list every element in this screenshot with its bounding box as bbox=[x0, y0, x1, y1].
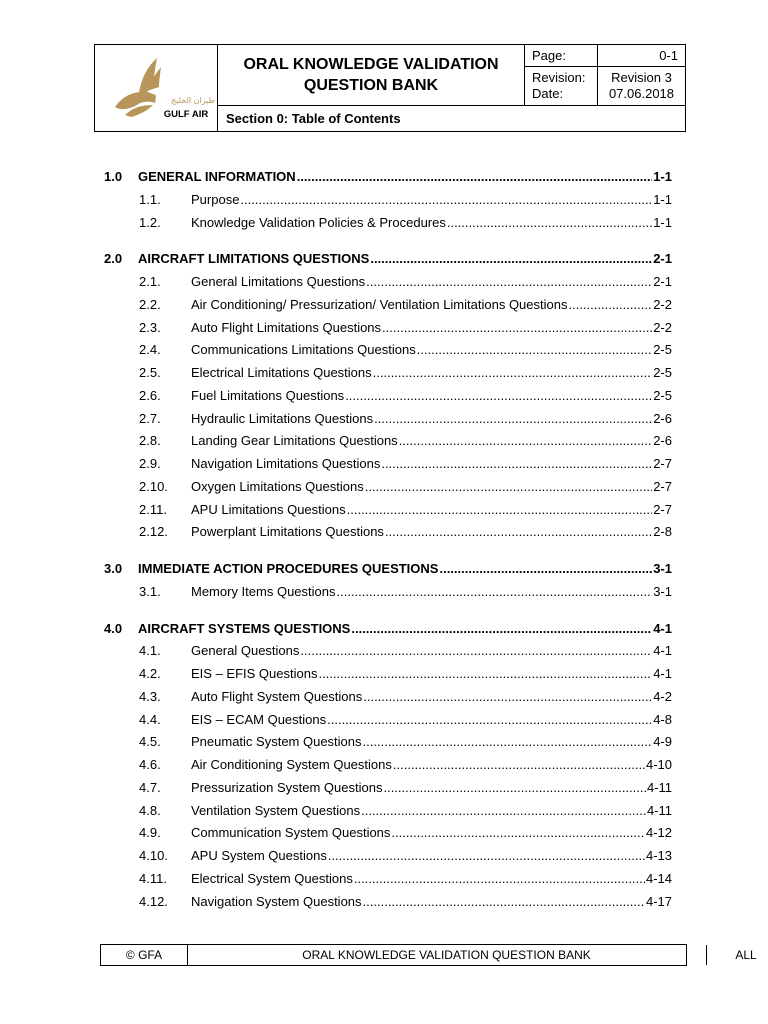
toc-title: Memory Items Questions bbox=[191, 583, 336, 599]
toc-entry-text bbox=[191, 779, 672, 797]
toc-entry-text bbox=[191, 501, 672, 519]
toc-page-number: 2-1 bbox=[653, 251, 672, 267]
revision-value: Revision 3 bbox=[611, 70, 672, 85]
toc-title: AIRCRAFT SYSTEMS QUESTIONS bbox=[138, 620, 351, 636]
toc-entry-text bbox=[191, 273, 672, 291]
document-title bbox=[218, 45, 525, 105]
toc-title: Auto Flight Limitations Questions bbox=[191, 319, 382, 335]
toc-page-number: 2-2 bbox=[653, 296, 672, 312]
toc-title: Communication System Questions bbox=[191, 825, 391, 841]
toc-entry-text bbox=[138, 168, 672, 186]
date-label: Date: bbox=[532, 86, 564, 101]
gulf-air-falcon-logo bbox=[95, 45, 217, 131]
toc-subsection-item[interactable] bbox=[104, 688, 672, 711]
toc-title: Purpose bbox=[191, 191, 240, 207]
toc-title: Navigation System Questions bbox=[191, 893, 362, 909]
document-header bbox=[94, 44, 686, 132]
toc-entry-text bbox=[191, 319, 672, 337]
toc-entry-text bbox=[191, 711, 672, 729]
toc-entry-text bbox=[191, 296, 672, 314]
toc-page-number: 2-6 bbox=[653, 410, 672, 426]
toc-dot-leader bbox=[399, 432, 653, 450]
toc-dot-leader bbox=[347, 501, 653, 519]
toc-page-number: 1-1 bbox=[653, 191, 672, 207]
toc-number: 4.7. bbox=[139, 779, 161, 795]
toc-entry-text bbox=[191, 432, 672, 450]
toc-dot-leader bbox=[381, 455, 652, 473]
toc-subsection-item[interactable] bbox=[104, 802, 672, 825]
toc-dot-leader bbox=[374, 410, 652, 428]
toc-page-number: 2-2 bbox=[653, 319, 672, 335]
toc-dot-leader bbox=[391, 824, 645, 842]
toc-title: Air Conditioning System Questions bbox=[191, 757, 392, 772]
toc-page-number: 4-2 bbox=[653, 688, 672, 704]
toc-dot-leader bbox=[297, 168, 653, 186]
toc-subsection-item[interactable] bbox=[104, 364, 672, 387]
toc-dot-leader bbox=[318, 665, 652, 683]
toc-number: 4.9. bbox=[139, 825, 161, 841]
toc-entry-text bbox=[191, 478, 672, 496]
toc-title: Pressurization System Questions bbox=[191, 779, 383, 795]
revision-label: Revision: bbox=[532, 70, 586, 85]
toc-subsection-item[interactable] bbox=[104, 711, 672, 734]
toc-dot-leader bbox=[385, 523, 652, 541]
toc-page-number: 2-8 bbox=[653, 524, 672, 540]
toc-dot-leader bbox=[354, 870, 645, 888]
toc-number: 2.5. bbox=[139, 365, 161, 380]
falcon-icon bbox=[115, 58, 161, 117]
toc-subsection-item[interactable] bbox=[104, 642, 672, 665]
toc-page-number: 2-7 bbox=[653, 501, 672, 517]
toc-number: 4.2. bbox=[139, 666, 161, 681]
toc-number: 4.3. bbox=[139, 688, 161, 704]
toc-entry-text bbox=[191, 847, 672, 865]
toc-page-number: 1-1 bbox=[653, 214, 672, 230]
toc-entry-text bbox=[138, 620, 672, 638]
toc-page-number: 4-10 bbox=[645, 757, 672, 772]
toc-dot-leader bbox=[439, 560, 652, 578]
title-line-2: QUESTION BANK bbox=[303, 77, 439, 94]
toc-page-number: 2-7 bbox=[653, 456, 672, 471]
document-footer bbox=[100, 944, 757, 966]
toc-dot-leader bbox=[351, 620, 652, 638]
toc-page-number: 2-5 bbox=[653, 387, 672, 403]
toc-number: 4.11. bbox=[139, 870, 167, 886]
toc-number: 4.1. bbox=[139, 643, 161, 659]
toc-dot-leader bbox=[366, 273, 652, 291]
page-label: Page: bbox=[532, 48, 566, 63]
toc-number: 2.6. bbox=[139, 387, 161, 403]
toc-number: 2.11. bbox=[139, 501, 167, 517]
toc-dot-leader bbox=[370, 250, 652, 268]
toc-subsection-item[interactable] bbox=[104, 214, 672, 237]
toc-number: 2.10. bbox=[139, 478, 168, 494]
toc-subsection-item[interactable] bbox=[104, 893, 672, 916]
toc-dot-leader bbox=[240, 191, 652, 209]
toc-title: GENERAL INFORMATION bbox=[138, 169, 296, 184]
toc-page-number: 4-1 bbox=[653, 666, 672, 681]
toc-title: Pneumatic System Questions bbox=[191, 734, 362, 750]
toc-page-number: 4-1 bbox=[653, 643, 672, 659]
toc-entry-text bbox=[138, 250, 672, 268]
toc-entry-text bbox=[191, 802, 672, 820]
toc-number: 2.3. bbox=[139, 319, 161, 335]
toc-title: APU System Questions bbox=[191, 848, 327, 863]
toc-subsection-item[interactable] bbox=[104, 583, 672, 606]
toc-section-heading[interactable] bbox=[104, 250, 672, 273]
toc-title: EIS – ECAM Questions bbox=[191, 711, 327, 727]
toc-dot-leader bbox=[363, 688, 652, 706]
toc-dot-leader bbox=[300, 642, 652, 660]
toc-title: General Questions bbox=[191, 643, 300, 659]
toc-entry-text bbox=[191, 688, 672, 706]
toc-page-number: 4-17 bbox=[645, 893, 672, 909]
toc-title: Electrical Limitations Questions bbox=[191, 365, 372, 380]
toc-dot-leader bbox=[568, 296, 652, 314]
toc-dot-leader bbox=[363, 733, 653, 751]
toc-dot-leader bbox=[373, 364, 653, 382]
toc-title: Landing Gear Limitations Questions bbox=[191, 433, 398, 449]
toc-title: General Limitations Questions bbox=[191, 274, 366, 289]
toc-title: Oxygen Limitations Questions bbox=[191, 478, 364, 494]
toc-subsection-item[interactable] bbox=[104, 733, 672, 756]
footer-title: ORAL KNOWLEDGE VALIDATION QUESTION BANK bbox=[187, 945, 707, 965]
toc-subsection-item[interactable] bbox=[104, 191, 672, 214]
toc-subsection-item[interactable] bbox=[104, 756, 672, 779]
toc-number: 2.8. bbox=[139, 433, 161, 449]
footer-copyright: © GFA bbox=[101, 945, 188, 965]
toc-entry-text bbox=[191, 756, 672, 774]
toc-title: Powerplant Limitations Questions bbox=[191, 524, 384, 540]
toc-number: 1.1. bbox=[139, 191, 161, 207]
table-of-contents bbox=[104, 168, 672, 915]
toc-page-number: 4-14 bbox=[645, 870, 672, 886]
toc-subsection-item[interactable] bbox=[104, 455, 672, 478]
toc-entry-text bbox=[191, 870, 672, 888]
toc-page-number: 2-7 bbox=[653, 478, 672, 494]
toc-number: 2.2. bbox=[139, 296, 161, 312]
toc-number: 4.4. bbox=[139, 711, 161, 727]
toc-subsection-item[interactable] bbox=[104, 824, 672, 847]
toc-entry-text bbox=[191, 214, 672, 232]
toc-entry-text bbox=[191, 733, 672, 751]
toc-subsection-item[interactable] bbox=[104, 273, 672, 296]
toc-entry-text bbox=[191, 191, 672, 209]
toc-section-gap bbox=[104, 236, 672, 250]
toc-title: AIRCRAFT LIMITATIONS QUESTIONS bbox=[138, 251, 370, 267]
toc-page-number: 2-5 bbox=[653, 365, 672, 380]
toc-page-number: 2-5 bbox=[653, 342, 672, 358]
toc-entry-text bbox=[191, 410, 672, 428]
toc-entry-text bbox=[191, 364, 672, 382]
toc-dot-leader bbox=[328, 847, 645, 865]
toc-page-number: 2-6 bbox=[653, 433, 672, 449]
toc-page-number: 4-12 bbox=[645, 825, 672, 841]
toc-entry-text bbox=[191, 665, 672, 683]
title-line-1: ORAL KNOWLEDGE VALIDATION bbox=[243, 56, 499, 73]
toc-subsection-item[interactable] bbox=[104, 478, 672, 501]
toc-section-heading[interactable] bbox=[104, 620, 672, 643]
toc-section-heading[interactable] bbox=[104, 168, 672, 191]
toc-number: 4.12. bbox=[139, 893, 168, 909]
toc-number: 1.2. bbox=[139, 214, 161, 230]
logo-arabic-text: طيران الخليج bbox=[171, 96, 215, 105]
toc-number: 2.12. bbox=[139, 524, 168, 540]
toc-dot-leader bbox=[337, 583, 653, 601]
toc-page-number: 4-13 bbox=[645, 848, 672, 863]
revision-date-row bbox=[525, 67, 685, 105]
toc-subsection-item[interactable] bbox=[104, 501, 672, 524]
toc-section-gap bbox=[104, 546, 672, 560]
logo-cell bbox=[95, 45, 218, 131]
toc-title: Ventilation System Questions bbox=[191, 802, 361, 818]
toc-subsection-item[interactable] bbox=[104, 523, 672, 546]
toc-title: IMMEDIATE ACTION PROCEDURES QUESTIONS bbox=[138, 561, 439, 576]
toc-title: Fuel Limitations Questions bbox=[191, 387, 345, 403]
toc-number: 2.9. bbox=[139, 456, 161, 471]
toc-page-number: 1-1 bbox=[653, 169, 672, 184]
logo-name-text: GULF AIR bbox=[163, 109, 209, 120]
toc-dot-leader bbox=[345, 387, 652, 405]
toc-entry-text bbox=[191, 642, 672, 660]
toc-dot-leader bbox=[363, 893, 645, 911]
toc-number: 4.0 bbox=[104, 620, 123, 636]
toc-subsection-item[interactable] bbox=[104, 432, 672, 455]
page-value: 0-1 bbox=[659, 48, 678, 63]
toc-number: 3.0 bbox=[104, 561, 123, 576]
toc-entry-text bbox=[191, 387, 672, 405]
toc-subsection-item[interactable] bbox=[104, 410, 672, 433]
toc-number: 1.0 bbox=[104, 169, 123, 184]
toc-dot-leader bbox=[327, 711, 652, 729]
toc-page-number: 4-1 bbox=[653, 620, 672, 636]
toc-number: 2.7. bbox=[139, 410, 161, 426]
toc-entry-text bbox=[191, 893, 672, 911]
toc-title: Knowledge Validation Policies & Procedures bbox=[191, 214, 446, 230]
toc-section-heading[interactable] bbox=[104, 560, 672, 583]
toc-subsection-item[interactable] bbox=[104, 870, 672, 893]
toc-subsection-item[interactable] bbox=[104, 847, 672, 870]
toc-page-number: 4-9 bbox=[653, 734, 672, 750]
toc-title: Navigation Limitations Questions bbox=[191, 456, 381, 471]
toc-dot-leader bbox=[383, 779, 645, 797]
toc-page-number: 3-1 bbox=[653, 583, 672, 599]
toc-entry-text bbox=[191, 523, 672, 541]
toc-page-number: 2-1 bbox=[653, 274, 672, 289]
page-row bbox=[525, 45, 685, 67]
toc-title: Auto Flight System Questions bbox=[191, 688, 363, 704]
toc-number: 4.5. bbox=[139, 734, 161, 750]
section-title: Section 0: Table of Contents bbox=[218, 105, 685, 131]
toc-page-number: 3-1 bbox=[653, 561, 672, 576]
footer-scope: ALL bbox=[735, 948, 757, 962]
toc-page-number: 4-11 bbox=[646, 779, 672, 795]
toc-subsection-item[interactable] bbox=[104, 665, 672, 688]
toc-page-number: 4-8 bbox=[653, 711, 672, 727]
toc-subsection-item[interactable] bbox=[104, 296, 672, 319]
toc-subsection-item[interactable] bbox=[104, 779, 672, 802]
toc-section-gap bbox=[104, 606, 672, 620]
toc-dot-leader bbox=[417, 341, 652, 359]
date-value: 07.06.2018 bbox=[608, 86, 675, 101]
toc-entry-text bbox=[191, 824, 672, 842]
toc-dot-leader bbox=[382, 319, 652, 337]
toc-title: Air Conditioning/ Pressurization/ Ventilation Limitations Questions bbox=[191, 296, 568, 312]
document-meta bbox=[525, 45, 685, 105]
toc-title: APU Limitations Questions bbox=[191, 501, 346, 517]
toc-entry-text bbox=[191, 341, 672, 359]
toc-number: 4.8. bbox=[139, 802, 161, 818]
toc-dot-leader bbox=[393, 756, 645, 774]
toc-title: Hydraulic Limitations Questions bbox=[191, 410, 374, 426]
toc-title: Electrical System Questions bbox=[191, 870, 353, 886]
toc-title: EIS – EFIS Questions bbox=[191, 666, 318, 681]
toc-dot-leader bbox=[361, 802, 646, 820]
toc-page-number: 4-11 bbox=[646, 802, 672, 818]
toc-number: 4.6. bbox=[139, 757, 161, 772]
toc-number: 2.0 bbox=[104, 251, 123, 267]
toc-entry-text bbox=[191, 583, 672, 601]
toc-subsection-item[interactable] bbox=[104, 319, 672, 342]
toc-entry-text bbox=[191, 455, 672, 473]
toc-subsection-item[interactable] bbox=[104, 387, 672, 410]
toc-number: 2.4. bbox=[139, 342, 161, 358]
toc-number: 2.1. bbox=[139, 274, 161, 289]
toc-title: Communications Limitations Questions bbox=[191, 342, 416, 358]
toc-number: 3.1. bbox=[139, 583, 161, 599]
toc-number: 4.10. bbox=[139, 848, 168, 863]
toc-subsection-item[interactable] bbox=[104, 341, 672, 364]
toc-dot-leader bbox=[365, 478, 653, 496]
toc-dot-leader bbox=[447, 214, 652, 232]
toc-entry-text bbox=[138, 560, 672, 578]
